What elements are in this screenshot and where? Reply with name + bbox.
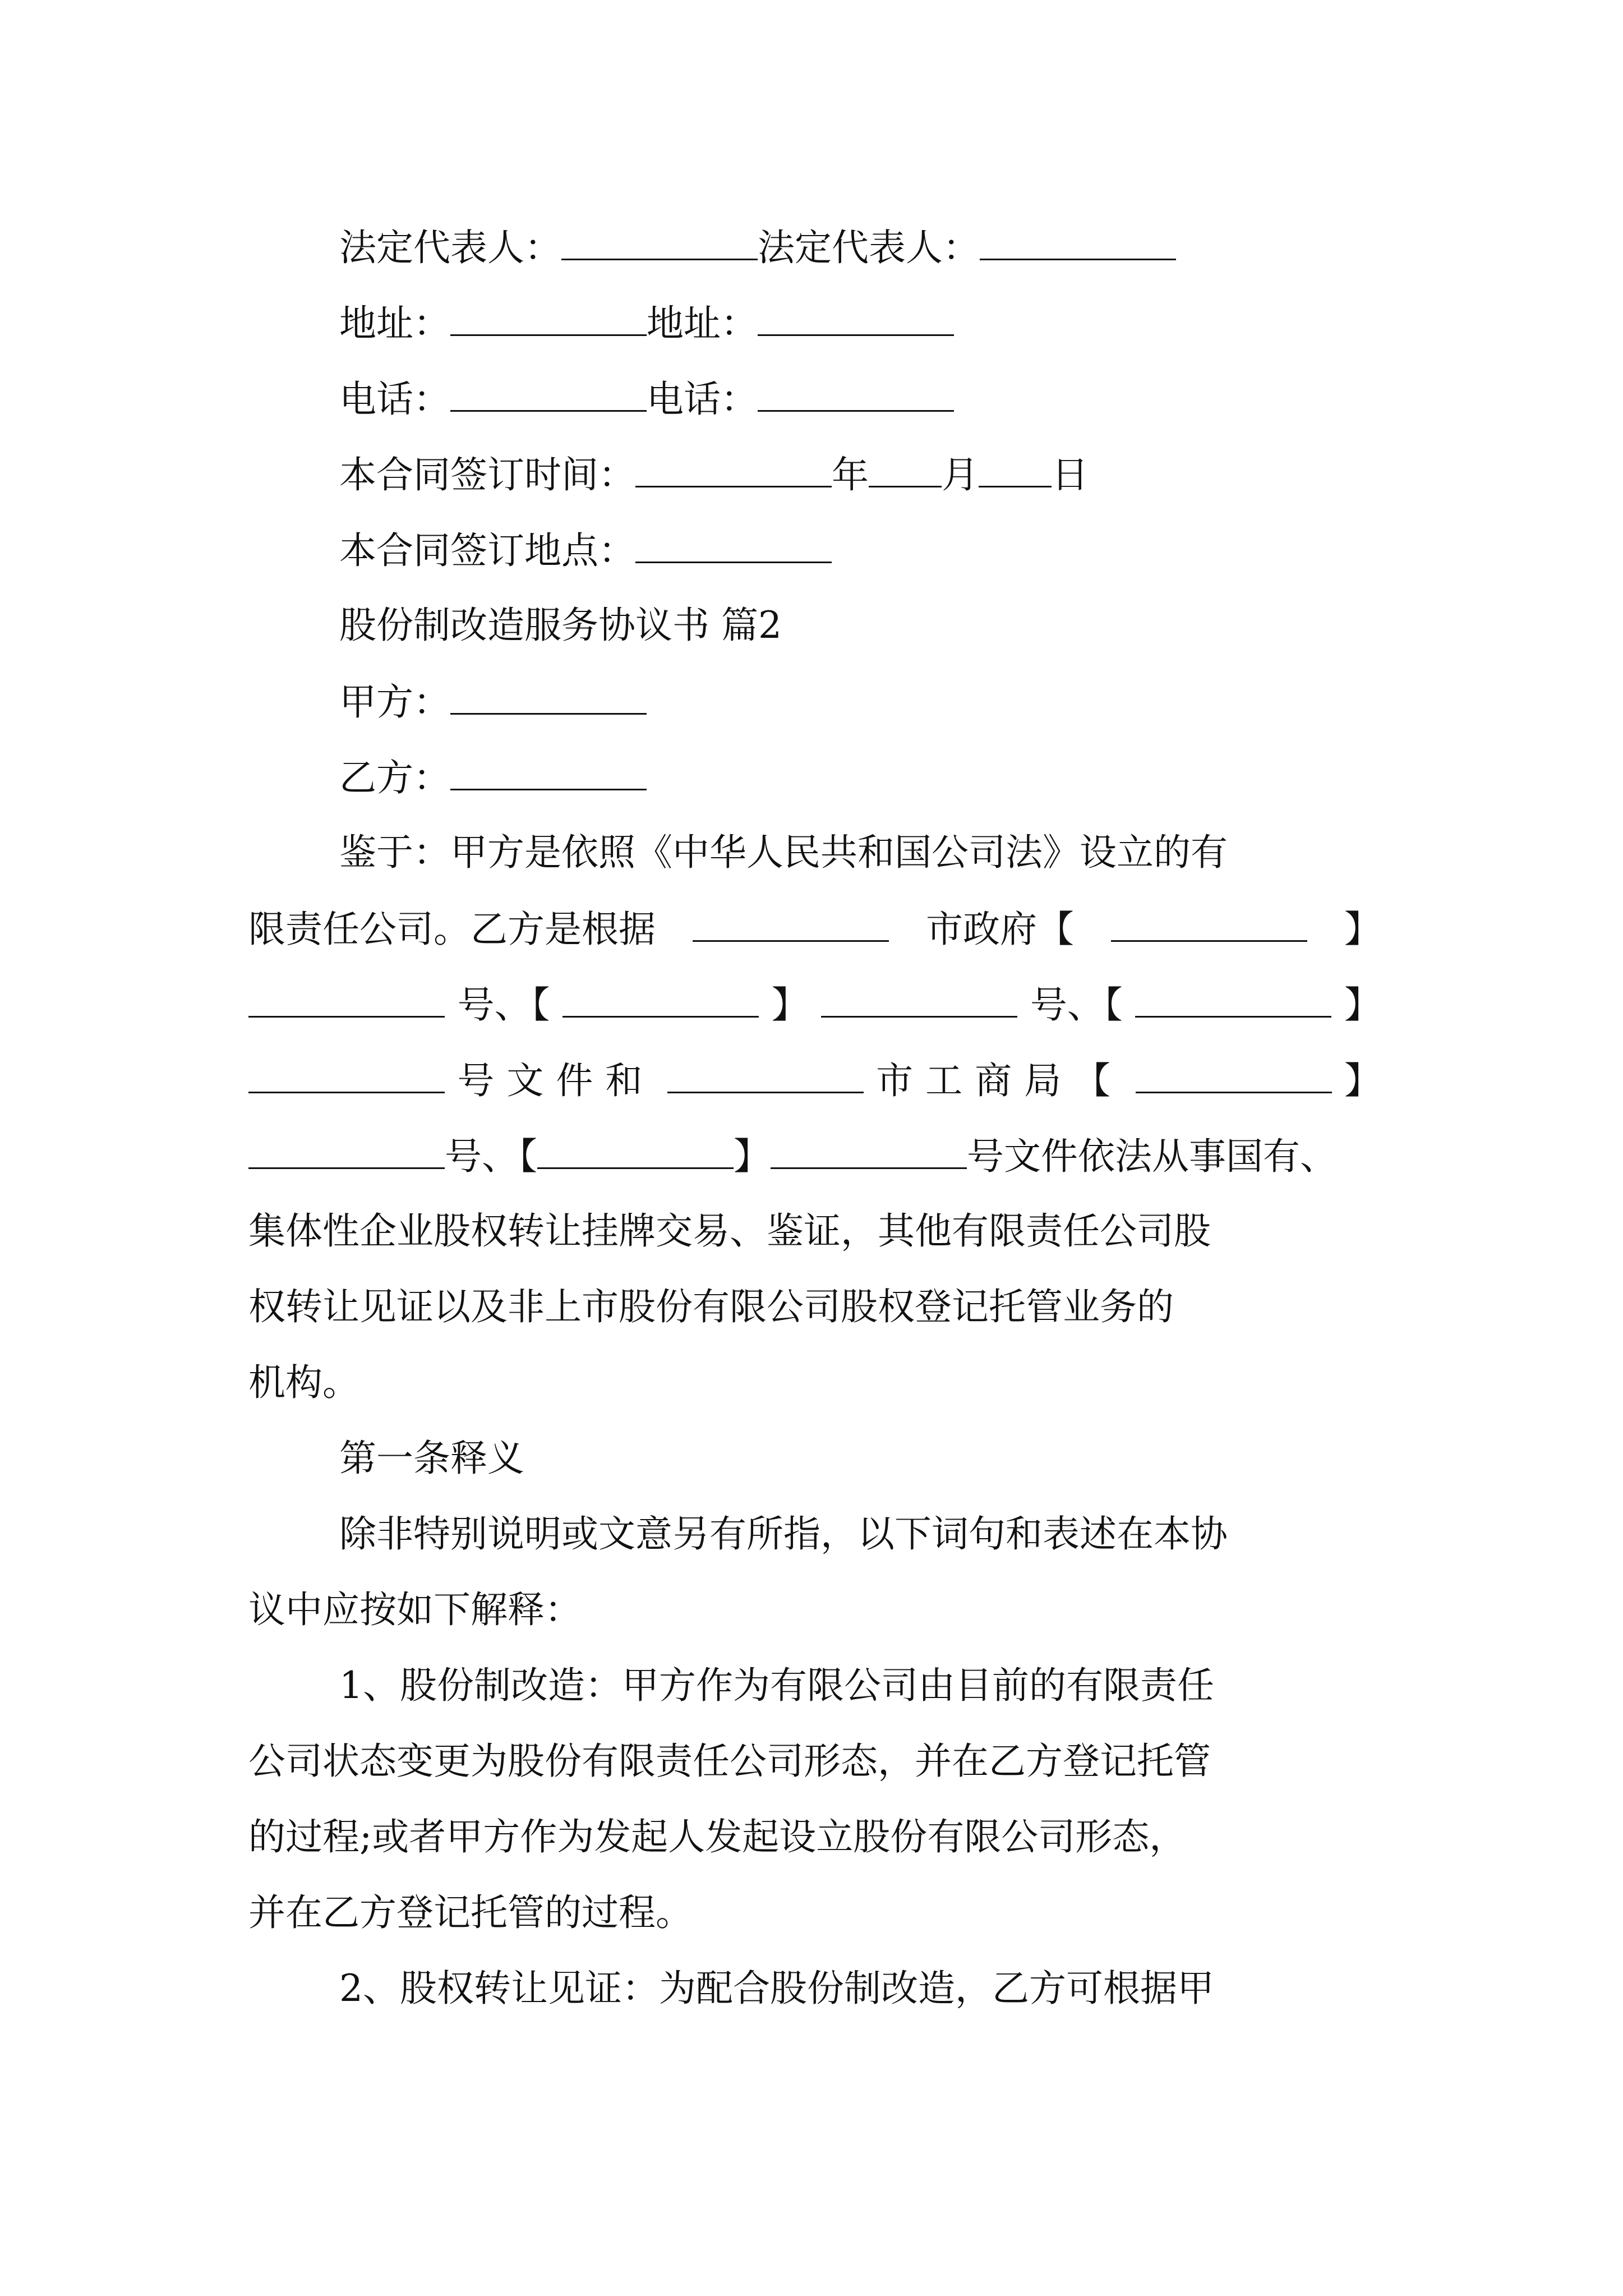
whereas-3a: 号、【	[457, 983, 550, 1027]
whereas-3-blank-2	[562, 979, 759, 1018]
party-a-line	[339, 676, 647, 728]
item-1-line-4	[248, 1888, 693, 1938]
party-a-label: 甲方：	[339, 680, 450, 724]
day-label: 日	[1052, 453, 1089, 496]
address-blank-b	[758, 297, 954, 336]
item-1-line-1	[339, 1660, 1214, 1711]
whereas-5-blank-2	[537, 1130, 734, 1169]
article-1-intro-1	[339, 1509, 1228, 1559]
party-b-label: 乙方：	[339, 756, 450, 799]
sign-time-blank-month	[869, 449, 942, 487]
whereas-4a: 号文件和	[457, 1059, 655, 1102]
item-1-line-3	[248, 1812, 1186, 1862]
whereas-text-7: 权转让见证以及非上市股份有限公司股权登记托管业务的	[248, 1285, 1174, 1328]
whereas-line-4	[248, 1055, 1381, 1106]
party-b-line	[339, 752, 647, 803]
party-b-blank	[450, 752, 647, 790]
whereas-line-8	[248, 1358, 359, 1408]
whereas-4c: 】	[1344, 1059, 1381, 1102]
whereas-text-1: 鉴于：甲方是依照《中华人民共和国公司法》设立的有	[339, 831, 1228, 874]
sign-time-blank-day	[979, 449, 1052, 487]
phone-label-a: 电话：	[339, 378, 450, 421]
whereas-5-blank-1	[248, 1130, 445, 1169]
address-line	[339, 297, 954, 349]
article-1-heading	[339, 1433, 524, 1484]
phone-label-b: 电话：	[647, 378, 758, 421]
whereas-2-blank-city	[693, 903, 889, 942]
item-1-text-3: 的过程;或者甲方作为发起人发起设立股份有限公司形态，	[248, 1815, 1187, 1858]
legal-rep-blank-b	[980, 222, 1176, 260]
sign-time-label: 本合同签订时间：	[339, 453, 635, 496]
item-1-text-2: 公司状态变更为股份有限责任公司形态，并在乙方登记托管	[248, 1740, 1211, 1783]
document-title-text: 股份制改造服务协议书 篇2	[339, 604, 782, 647]
address-blank-a	[450, 297, 647, 336]
item-1-line-2	[248, 1736, 1211, 1787]
whereas-4b: 市工商局【	[876, 1059, 1123, 1102]
legal-rep-label-a: 法定代表人：	[339, 226, 561, 269]
article-1-intro-text-2: 议中应按如下解释：	[248, 1588, 582, 1631]
sign-place-line	[339, 524, 832, 576]
legal-rep-line	[339, 222, 1176, 273]
whereas-2-blank-doc	[1111, 903, 1307, 942]
legal-rep-label-b: 法定代表人：	[758, 226, 980, 269]
legal-rep-blank-a	[561, 222, 758, 260]
sign-time-blank-year	[635, 449, 832, 487]
whereas-4-blank-3	[1136, 1055, 1332, 1093]
article-1-heading-text: 第一条释义	[339, 1437, 524, 1480]
whereas-4-blank-1	[248, 1055, 445, 1093]
whereas-3b: 】	[771, 983, 809, 1027]
sign-place-label: 本合同签订地点：	[339, 529, 635, 572]
item-2-text-1: 2、股权转让见证：为配合股份制改造，乙方可根据甲	[339, 1967, 1214, 2010]
address-label-a: 地址：	[339, 302, 450, 345]
whereas-line-6	[248, 1206, 1211, 1257]
item-2-line-1	[339, 1963, 1214, 2014]
whereas-3-blank-1	[248, 979, 445, 1018]
whereas-3-blank-4	[1135, 979, 1331, 1018]
whereas-line-5	[248, 1130, 1337, 1182]
address-label-b: 地址：	[647, 302, 758, 345]
phone-line	[339, 373, 954, 425]
whereas-3-blank-3	[821, 979, 1017, 1018]
party-a-blank	[450, 676, 647, 715]
article-1-intro-2	[248, 1585, 582, 1635]
whereas-text-8: 机构。	[248, 1361, 359, 1404]
whereas-3c: 号、【	[1030, 983, 1123, 1027]
whereas-line-1	[339, 827, 1228, 878]
year-label: 年	[832, 453, 869, 496]
whereas-5b: 】	[734, 1135, 771, 1178]
whereas-3d: 】	[1344, 983, 1381, 1027]
sign-time-line	[339, 449, 1089, 500]
whereas-5-blank-3	[771, 1130, 967, 1169]
item-1-text-1: 1、股份制改造：甲方作为有限公司由目前的有限责任	[339, 1664, 1214, 1707]
whereas-5a: 号、【	[445, 1135, 537, 1178]
whereas-4-blank-2	[667, 1055, 864, 1093]
whereas-line-2	[248, 903, 1381, 955]
phone-blank-a	[450, 373, 647, 412]
document-title	[339, 600, 782, 651]
whereas-2b: 市政府【	[926, 908, 1074, 951]
article-1-intro-text-1: 除非特别说明或文意另有所指，以下词句和表述在本协	[339, 1512, 1228, 1556]
month-label: 月	[942, 453, 979, 496]
whereas-line-3	[248, 979, 1381, 1030]
whereas-text-6: 集体性企业股权转让挂牌交易、鉴证，其他有限责任公司股	[248, 1209, 1211, 1253]
whereas-line-7	[248, 1282, 1174, 1332]
whereas-2a: 限责任公司。乙方是根据	[248, 908, 656, 951]
item-1-text-4: 并在乙方登记托管的过程。	[248, 1891, 693, 1934]
whereas-5c: 号文件依法从事国有、	[967, 1135, 1337, 1178]
phone-blank-b	[758, 373, 954, 412]
sign-place-blank	[635, 524, 832, 563]
whereas-2c: 】	[1344, 908, 1381, 951]
